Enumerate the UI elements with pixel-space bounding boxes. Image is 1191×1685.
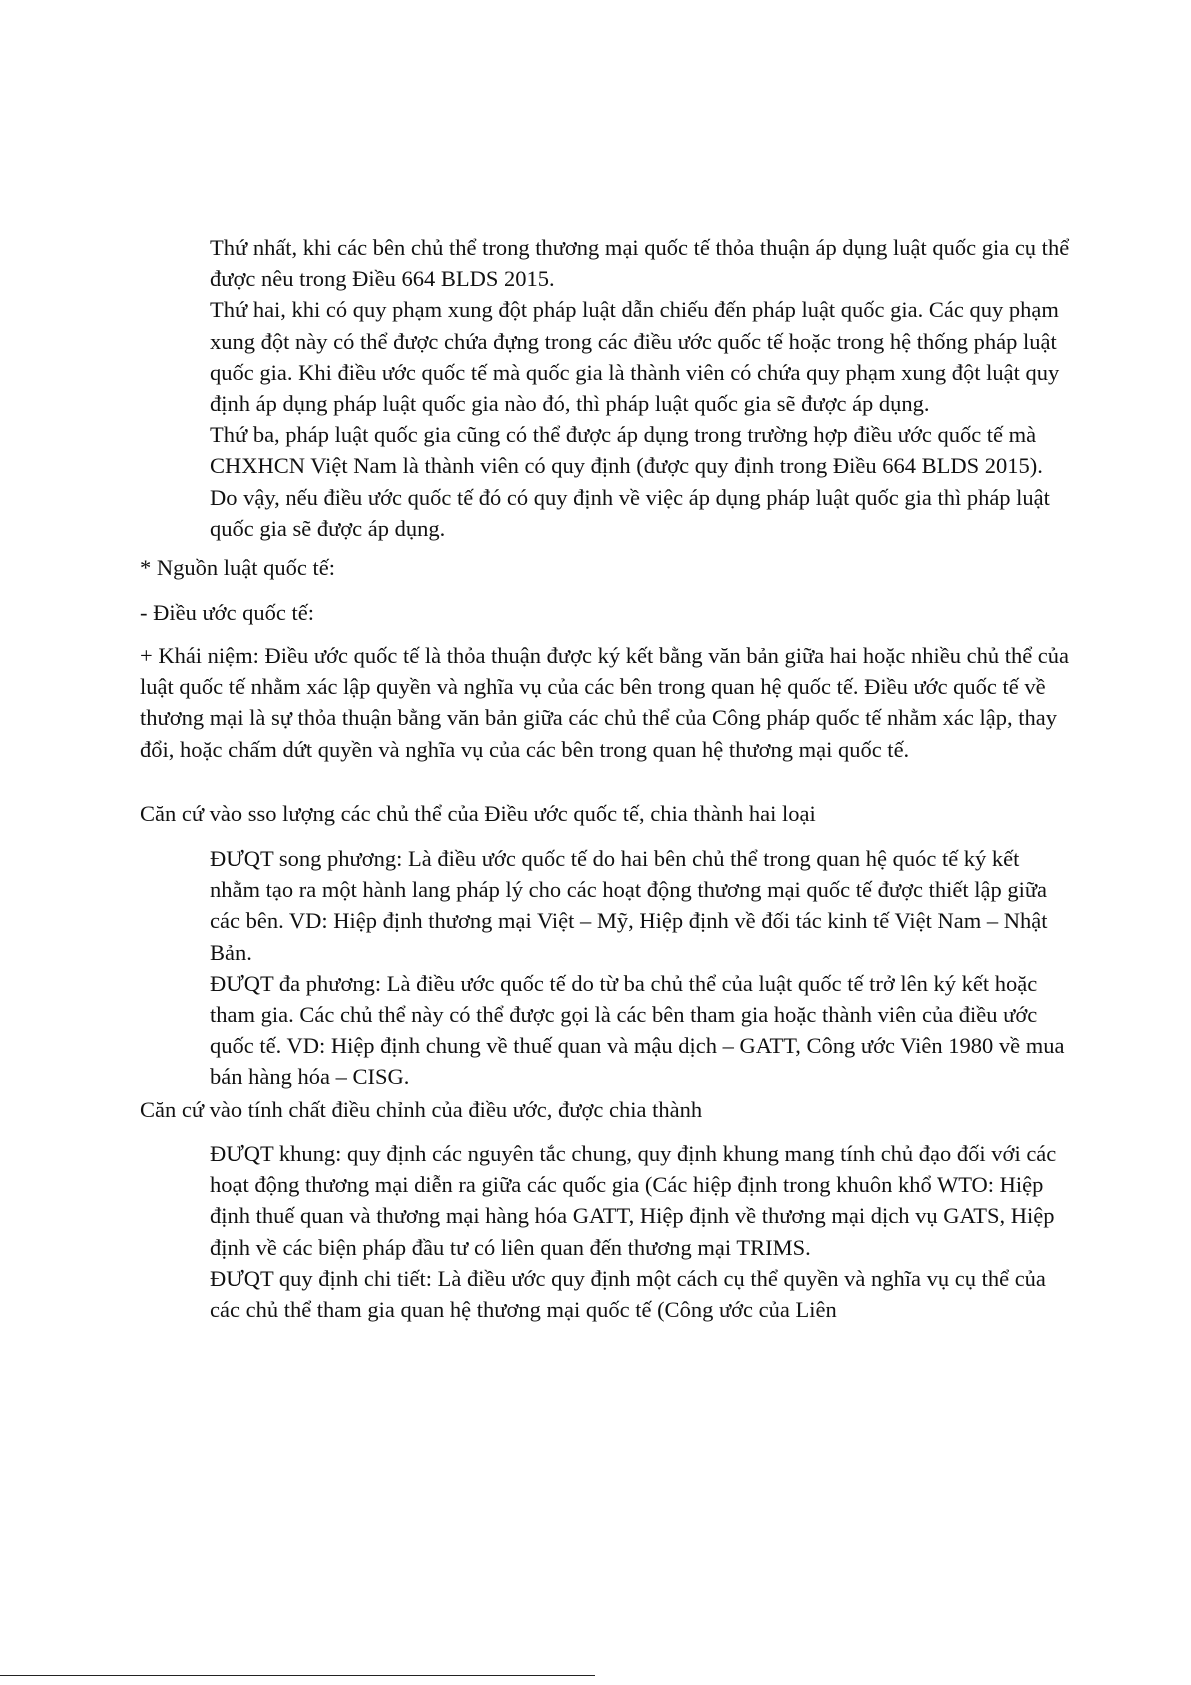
heading-treaty: - Điều ước quốc tế: bbox=[140, 600, 315, 625]
list-item bbox=[140, 1263, 1070, 1325]
list-item bbox=[140, 843, 1070, 968]
list-item bbox=[140, 1138, 1070, 1263]
list-item-text: ĐƯQT đa phương: Là điều ước quốc tế do từ ba chủ thể của luật quốc tế trở lên ký kết hoặc tham gia. Các chủ thể này có thể được gọi là các bên tham gia hoặc thành viên của điều ước quốc tế. VD: Hiệp định chung về thuế quan và mậu dịch – GATT, Công ước Viên 1980 về mua bán hàng hóa – CISG. bbox=[210, 970, 1065, 1090]
list-item-text: ĐƯQT song phương: Là điều ước quốc tế do hai bên chủ thể trong quan hệ quóc tế ký kết nhằm tạo ra một hành lang pháp lý cho các hoạt động thương mại quốc tế được thiết lập giữa các bên. VD: Hiệp định thương mại Việt – Mỹ, Hiệp định về đối tác kinh tế Việt Nam – Nhật Bản. bbox=[210, 846, 1048, 965]
list-item bbox=[140, 968, 1070, 1093]
intro-paragraph-second: Thứ hai, khi có quy phạm xung đột pháp luật dẫn chiếu đến pháp luật quốc gia. Các quy phạm xung đột này có thể được chứa đựng trong các điều ước quốc tế hoặc trong hệ thống pháp luật quốc gia. Khi điều ước quốc tế mà quốc gia là thành viên có chứa quy phạm xung đột luật quy định áp dụng pháp luật quốc gia nào đó, thì pháp luật quốc gia sẽ được áp dụng. bbox=[210, 297, 1060, 417]
footnote-divider bbox=[0, 1675, 595, 1676]
list-item-text: ĐƯQT khung: quy định các nguyên tắc chung, quy định khung mang tính chủ đạo đối với các hoạt động thương mại diễn ra giữa các quốc gia (Các hiệp định trong khuôn khổ WTO: Hiệp định thuế quan và thương mại hàng hóa GATT, Hiệp định về thương mại dịch vụ GATS, Hiệp định về các biện pháp đầu tư có liên quan đến thương mại TRIMS. bbox=[210, 1141, 1057, 1260]
classification-nature-intro: Căn cứ vào tính chất điều chỉnh của điều ước, được chia thành bbox=[140, 1097, 703, 1122]
heading-international-source: * Nguồn luật quốc tế: bbox=[140, 555, 335, 580]
intro-paragraph-third: Thứ ba, pháp luật quốc gia cũng có thể được áp dụng trong trường hợp điều ước quốc tế mà CHXHCN Việt Nam là thành viên có quy định (được quy định trong Điều 664 BLDS 2015). Do vậy, nếu điều ước quốc tế đó có quy định về việc áp dụng pháp luật quốc gia thì pháp luật quốc gia sẽ được áp dụng. bbox=[210, 422, 1050, 541]
concept-paragraph: + Khái niệm: Điều ước quốc tế là thỏa thuận được ký kết bằng văn bản giữa hai hoặc nhiều chủ thể của luật quốc tế nhằm xác lập quyền và nghĩa vụ của các bên trong quan hệ quốc tế. Điều ước quốc tế về thương mại là sự thỏa thuận bằng văn bản giữa các chủ thể của Công pháp quốc tế nhằm xác lập, thay đổi, hoặc chấm dứt quyền và nghĩa vụ của các bên trong quan hệ thương mại quốc tế. bbox=[140, 643, 1070, 762]
intro-paragraph-first: Thứ nhất, khi các bên chủ thể trong thương mại quốc tế thỏa thuận áp dụng luật quốc gia cụ thể được nêu trong Điều 664 BLDS 2015. bbox=[210, 235, 1070, 292]
classification-nature-list bbox=[140, 1138, 1070, 1325]
intro-block bbox=[210, 232, 1070, 544]
classification-parties-intro: Căn cứ vào sso lượng các chủ thể của Điều ước quốc tế, chia thành hai loại bbox=[140, 801, 816, 826]
list-item-text: ĐƯQT quy định chi tiết: Là điều ước quy định một cách cụ thể quyền và nghĩa vụ cụ thể của các chủ thể tham gia quan hệ thương mại quốc tế (Công ước của Liên bbox=[210, 1265, 1046, 1323]
classification-parties-list bbox=[140, 843, 1070, 1093]
